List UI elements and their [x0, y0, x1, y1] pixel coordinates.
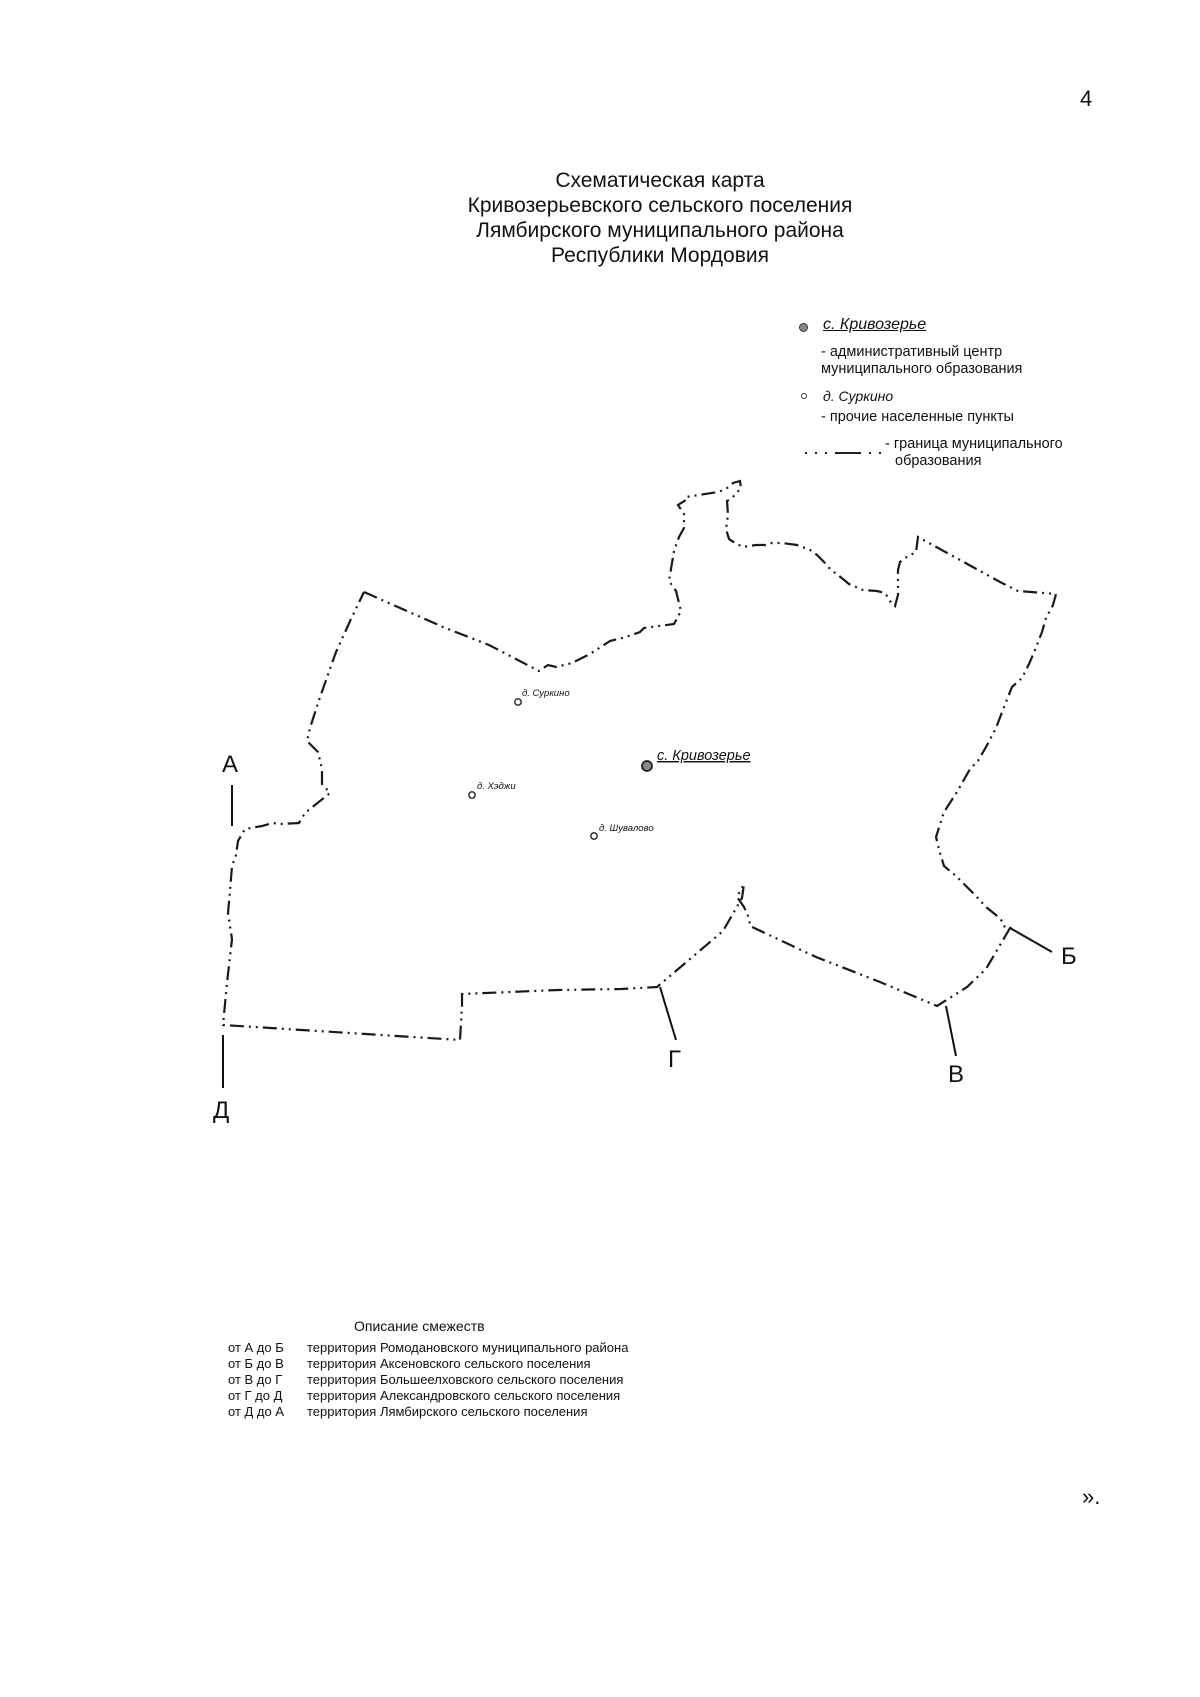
- legend-border-desc-2: образования: [895, 453, 982, 469]
- adjacency-row: [228, 1372, 628, 1388]
- title-line-4: Республики Мордовия: [551, 244, 769, 267]
- legend-center-label: с. Кривозерье: [823, 316, 927, 333]
- legend-village-label: д. Суркино: [823, 388, 894, 404]
- boundary-point-b: Б: [1061, 943, 1077, 970]
- adjacency-row: [228, 1340, 628, 1356]
- legend-border-desc-1: - граница муниципального: [885, 436, 1063, 452]
- adjacency-range: от Д до А: [228, 1404, 285, 1419]
- municipal-boundary: [223, 481, 1056, 1040]
- legend-village-desc: - прочие населенные пункты: [821, 409, 1014, 425]
- village-icon: [515, 699, 521, 705]
- adjacency-text: территория Александровского сельского поселения: [307, 1388, 621, 1403]
- settlement-krivozerye: [642, 748, 751, 771]
- boundary-point-v: В: [948, 1061, 965, 1088]
- title-line-1: Схематическая карта: [555, 169, 765, 192]
- legend-center-desc-2: муниципального образования: [821, 361, 1023, 377]
- adjacency-text: территория Большеелховского сельского поселения: [307, 1372, 624, 1387]
- settlement-label-khedzhi: д. Хэджи: [477, 781, 516, 792]
- settlement-label-shuvalovo: д. Шувалово: [599, 823, 654, 834]
- boundary-point-d: Д: [213, 1097, 230, 1124]
- settlement-khedzhi: [469, 781, 517, 798]
- legend-center-desc-1: - административный центр: [821, 344, 1003, 360]
- page-number: 4: [1080, 86, 1093, 111]
- admin-center-icon: [642, 761, 652, 771]
- title-line-3: Лямбирского муниципального района: [476, 219, 844, 242]
- adjacency-range: от Б до В: [228, 1356, 284, 1371]
- adjacency-text: территория Лямбирского сельского поселения: [307, 1404, 588, 1419]
- adjacency-range: от Г до Д: [228, 1388, 283, 1403]
- boundary-point-a: А: [222, 751, 239, 778]
- boundary-tick-b: [1010, 928, 1052, 952]
- closing-quote: ».: [1082, 1484, 1101, 1509]
- adjacency-list: [228, 1340, 628, 1420]
- settlement-label-krivozerye: с. Кривозерье: [657, 748, 751, 764]
- adjacency-text: территория Аксеновского сельского поселения: [307, 1356, 591, 1371]
- adjacency-row: [228, 1356, 628, 1372]
- adjacency-row: [228, 1388, 628, 1404]
- settlement-shuvalovo: [591, 823, 654, 839]
- adjacency-row: [228, 1404, 628, 1420]
- village-icon: [591, 833, 597, 839]
- boundary-point-g: Г: [668, 1046, 681, 1073]
- adjacency-title: Описание смежеств: [354, 1318, 485, 1334]
- boundary-tick-v: [946, 1006, 956, 1056]
- boundary-tick-g: [660, 987, 676, 1040]
- adjacency-range: от А до Б: [228, 1340, 284, 1355]
- settlement-surkino: [515, 688, 570, 705]
- adjacency-range: от В до Г: [228, 1372, 283, 1387]
- title-line-2: Кривозерьевского сельского поселения: [467, 194, 853, 217]
- settlement-label-surkino: д. Суркино: [522, 688, 570, 699]
- village-icon: [469, 792, 475, 798]
- adjacency-text: территория Ромодановского муниципального района: [307, 1340, 629, 1355]
